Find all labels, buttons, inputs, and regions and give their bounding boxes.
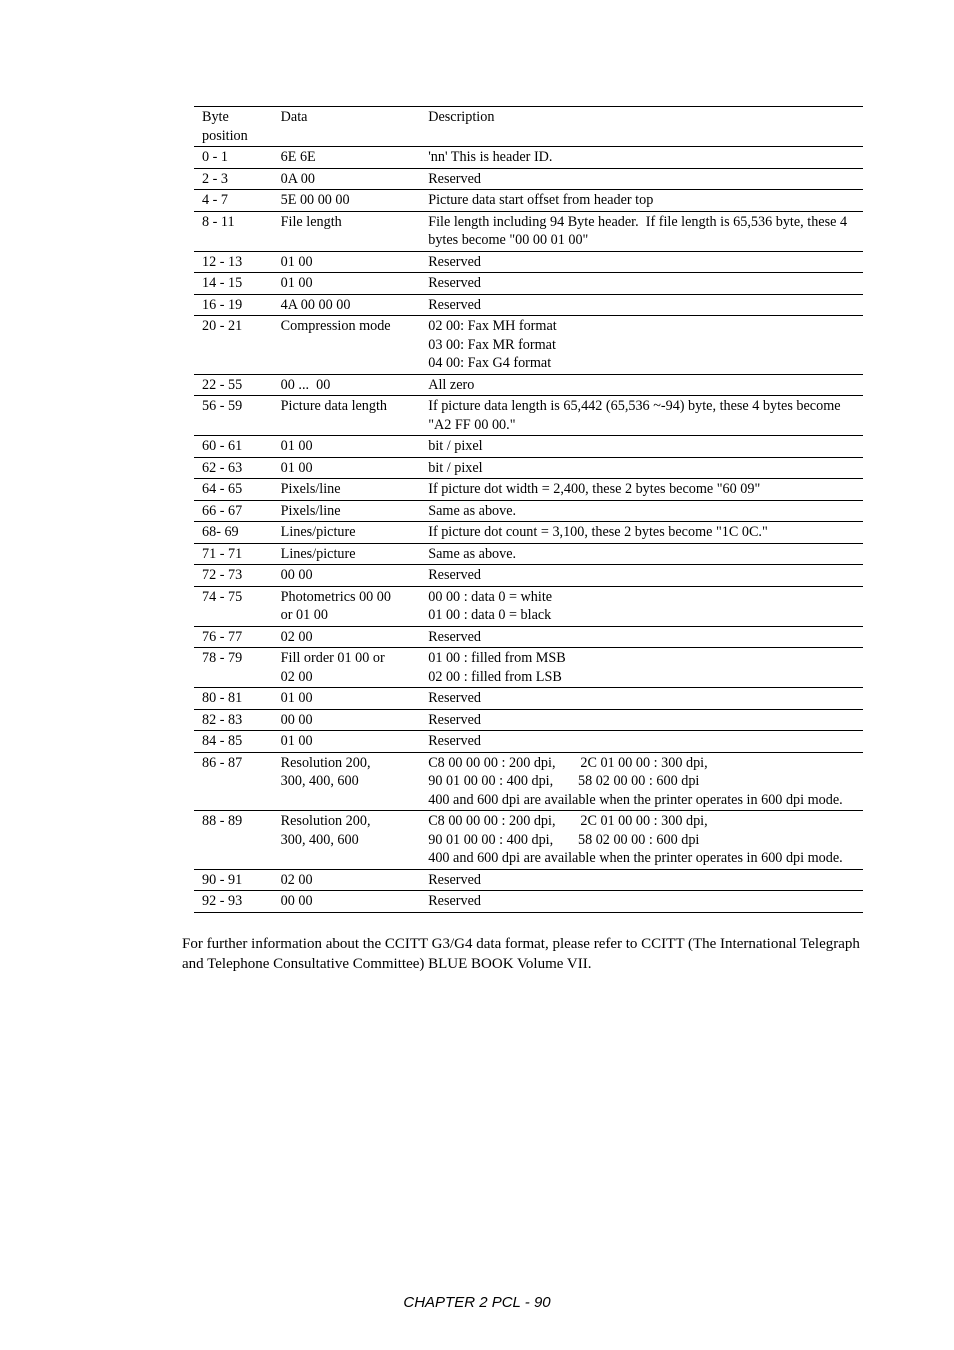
byte-position-cell: 82 - 83	[194, 709, 273, 731]
description-cell	[420, 869, 863, 891]
data-line: or 01 00	[280, 607, 328, 623]
byte-position-cell: 88 - 89	[194, 811, 273, 870]
table-row	[194, 457, 863, 479]
data-cell	[273, 811, 421, 870]
description-cell	[420, 479, 863, 501]
byte-position-cell: 78 - 79	[194, 648, 273, 688]
data-line: Pixels/line	[280, 481, 341, 497]
byte-position-cell: 12 - 13	[194, 251, 273, 273]
table-row	[194, 374, 863, 396]
table-row	[194, 731, 863, 753]
data-cell	[273, 500, 421, 522]
data-line: 01 00	[280, 253, 313, 270]
table-row	[194, 626, 863, 648]
data-line: Picture data length	[280, 398, 388, 414]
table-row	[194, 891, 863, 913]
table-row	[194, 168, 863, 190]
table-row	[194, 522, 863, 544]
description-cell	[420, 752, 863, 811]
description-line: Reserved	[428, 296, 482, 313]
description-line: Reserved	[428, 628, 482, 645]
byte-position-cell: 68- 69	[194, 522, 273, 544]
description-line: Same as above.	[428, 502, 517, 519]
description-cell	[420, 648, 863, 688]
description-line: Reserved	[428, 275, 482, 291]
byte-position-cell: 62 - 63	[194, 457, 273, 479]
data-cell	[273, 626, 421, 648]
byte-position-cell: 66 - 67	[194, 500, 273, 522]
description-cell	[420, 251, 863, 273]
data-line: Resolution 200,	[280, 813, 371, 829]
description-line: Reserved	[428, 253, 482, 270]
table-row	[194, 294, 863, 316]
data-cell	[273, 688, 421, 710]
byte-position-cell: 22 - 55	[194, 374, 273, 396]
byte-position-cell: 60 - 61	[194, 436, 273, 458]
data-line: 00 00	[280, 893, 313, 909]
data-cell	[273, 273, 421, 295]
data-cell	[273, 294, 421, 316]
byte-position-cell: 86 - 87	[194, 752, 273, 811]
data-line: Compression mode	[280, 318, 391, 334]
table-row	[194, 316, 863, 375]
description-line: Reserved	[428, 690, 482, 706]
description-line: 'nn' This is header ID.	[428, 149, 553, 165]
description-cell	[420, 586, 863, 626]
further-information-note: For further information about the CCITT G3/G4 data format, please refer to CCITT (The International Telegraph and Telephone Consultative Committee) BLUE BOOK Volume VII.	[182, 936, 860, 972]
data-line: Fill order 01 00 or	[280, 650, 385, 666]
description-cell	[420, 147, 863, 169]
byte-position-cell: 64 - 65	[194, 479, 273, 501]
byte-position-cell: 16 - 19	[194, 294, 273, 316]
description-line: 03 00: Fax MR format	[428, 336, 556, 353]
description-line: 01 00 : filled from MSB	[428, 650, 566, 666]
byte-position-cell: 74 - 75	[194, 586, 273, 626]
data-line: File length	[280, 213, 342, 230]
description-cell	[420, 688, 863, 710]
description-line: C8 00 00 00 : 200 dpi, 2C 01 00 00 : 300 dpi,	[428, 754, 708, 771]
description-cell	[420, 457, 863, 479]
description-line: Reserved	[428, 170, 482, 187]
description-line: Reserved	[428, 711, 482, 728]
table-row	[194, 251, 863, 273]
description-cell	[420, 374, 863, 396]
data-line: Resolution 200,	[280, 754, 371, 771]
header-byte-position: Byte position	[194, 107, 273, 147]
description-cell	[420, 396, 863, 436]
description-line: 90 01 00 00 : 400 dpi, 58 02 00 00 : 600 dpi	[428, 773, 700, 789]
table-header-row	[194, 107, 863, 147]
description-line: If picture data length is 65,442 (65,536 ~-94) byte, these 4 bytes become "A2 FF 00 00."	[428, 398, 845, 433]
data-cell	[273, 457, 421, 479]
data-cell	[273, 752, 421, 811]
header-data: Data	[273, 107, 421, 147]
description-cell	[420, 294, 863, 316]
table-row	[194, 500, 863, 522]
table-row	[194, 648, 863, 688]
description-line: 01 00 : data 0 = black	[428, 607, 552, 623]
table-row	[194, 688, 863, 710]
table-row	[194, 211, 863, 251]
data-cell	[273, 709, 421, 731]
description-line: All zero	[428, 376, 475, 393]
data-line: 01 00	[280, 733, 313, 749]
data-line: 02 00	[280, 668, 313, 685]
description-line: Same as above.	[428, 545, 517, 562]
description-cell	[420, 626, 863, 648]
data-line: 02 00	[280, 871, 313, 888]
description-cell	[420, 211, 863, 251]
table-row	[194, 586, 863, 626]
description-line: bit / pixel	[428, 438, 483, 454]
data-line: 01 00	[280, 459, 313, 476]
table-row	[194, 436, 863, 458]
byte-position-cell: 8 - 11	[194, 211, 273, 251]
data-line: 02 00	[280, 628, 313, 645]
description-line: bit / pixel	[428, 459, 483, 476]
data-cell	[273, 869, 421, 891]
data-line: 01 00	[280, 438, 313, 454]
data-cell	[273, 396, 421, 436]
table-row	[194, 709, 863, 731]
byte-position-cell: 2 - 3	[194, 168, 273, 190]
description-cell	[420, 168, 863, 190]
byte-position-cell: 72 - 73	[194, 565, 273, 587]
table-row	[194, 869, 863, 891]
data-line: 00 00	[280, 711, 313, 728]
byte-position-cell: 84 - 85	[194, 731, 273, 753]
byte-position-cell: 71 - 71	[194, 543, 273, 565]
data-cell	[273, 374, 421, 396]
byte-position-cell: 4 - 7	[194, 190, 273, 212]
data-cell	[273, 522, 421, 544]
data-line: 0A 00	[280, 170, 315, 187]
byte-position-cell: 14 - 15	[194, 273, 273, 295]
data-line: Photometrics 00 00	[280, 588, 391, 605]
data-cell	[273, 543, 421, 565]
description-cell	[420, 190, 863, 212]
description-line: Picture data start offset from header top	[428, 192, 654, 208]
byte-position-cell: 80 - 81	[194, 688, 273, 710]
table-row	[194, 147, 863, 169]
data-line: 6E 6E	[280, 149, 316, 165]
description-line: If picture dot width = 2,400, these 2 bytes become "60 09"	[428, 481, 761, 497]
byte-position-cell: 90 - 91	[194, 869, 273, 891]
description-line: 00 00 : data 0 = white	[428, 588, 553, 605]
data-line: 5E 00 00 00	[280, 192, 350, 208]
data-line: 00 ... 00	[280, 376, 331, 393]
header-format-table	[194, 106, 863, 913]
description-cell	[420, 811, 863, 870]
data-line: Lines/picture	[280, 524, 356, 540]
description-cell	[420, 273, 863, 295]
table-row	[194, 565, 863, 587]
description-cell	[420, 522, 863, 544]
description-line: Reserved	[428, 733, 482, 749]
table-row	[194, 811, 863, 870]
data-cell	[273, 147, 421, 169]
byte-position-cell: 20 - 21	[194, 316, 273, 375]
description-line: Reserved	[428, 567, 482, 583]
data-cell	[273, 190, 421, 212]
description-line: C8 00 00 00 : 200 dpi, 2C 01 00 00 : 300 dpi,	[428, 813, 708, 829]
data-cell	[273, 648, 421, 688]
description-cell	[420, 731, 863, 753]
data-cell	[273, 251, 421, 273]
header-description: Description	[420, 107, 863, 147]
description-cell	[420, 543, 863, 565]
data-line: 01 00	[280, 690, 313, 706]
description-line: If picture dot count = 3,100, these 2 bytes become "1C 0C."	[428, 524, 768, 540]
table-row	[194, 273, 863, 295]
data-cell	[273, 436, 421, 458]
table-row	[194, 543, 863, 565]
table-row	[194, 396, 863, 436]
data-line: 4A 00 00 00	[280, 296, 351, 313]
description-line: File length including 94 Byte header. If file length is 65,536 byte, these 4 bytes become "00 00 01 00"	[428, 213, 851, 248]
byte-position-cell: 0 - 1	[194, 147, 273, 169]
byte-position-cell: 92 - 93	[194, 891, 273, 913]
description-cell	[420, 500, 863, 522]
data-cell	[273, 891, 421, 913]
data-cell	[273, 316, 421, 375]
data-cell	[273, 731, 421, 753]
data-cell	[273, 168, 421, 190]
description-line: 04 00: Fax G4 format	[428, 355, 552, 371]
description-line: 02 00: Fax MH format	[428, 318, 557, 334]
description-line: 02 00 : filled from LSB	[428, 668, 562, 685]
description-cell	[420, 709, 863, 731]
table-row	[194, 752, 863, 811]
data-cell	[273, 211, 421, 251]
description-line: Reserved	[428, 893, 482, 909]
description-line: Reserved	[428, 871, 482, 888]
table-row	[194, 479, 863, 501]
data-line: Pixels/line	[280, 502, 341, 519]
byte-position-cell: 56 - 59	[194, 396, 273, 436]
description-cell	[420, 891, 863, 913]
description-cell	[420, 436, 863, 458]
data-cell	[273, 565, 421, 587]
data-line: Lines/picture	[280, 545, 356, 562]
description-line: 90 01 00 00 : 400 dpi, 58 02 00 00 : 600 dpi	[428, 831, 700, 848]
byte-position-cell: 76 - 77	[194, 626, 273, 648]
page-footer: CHAPTER 2 PCL - 90	[403, 1294, 551, 1311]
data-cell	[273, 479, 421, 501]
table-row	[194, 190, 863, 212]
description-cell	[420, 565, 863, 587]
data-line: 300, 400, 600	[280, 773, 359, 789]
data-line: 01 00	[280, 275, 313, 291]
description-line: 400 and 600 dpi are available when the printer operates in 600 dpi mode.	[428, 791, 843, 808]
table-body	[194, 147, 863, 913]
description-line: 400 and 600 dpi are available when the printer operates in 600 dpi mode.	[428, 850, 843, 866]
description-cell	[420, 316, 863, 375]
data-cell	[273, 586, 421, 626]
data-line: 00 00	[280, 567, 313, 583]
data-line: 300, 400, 600	[280, 831, 359, 848]
